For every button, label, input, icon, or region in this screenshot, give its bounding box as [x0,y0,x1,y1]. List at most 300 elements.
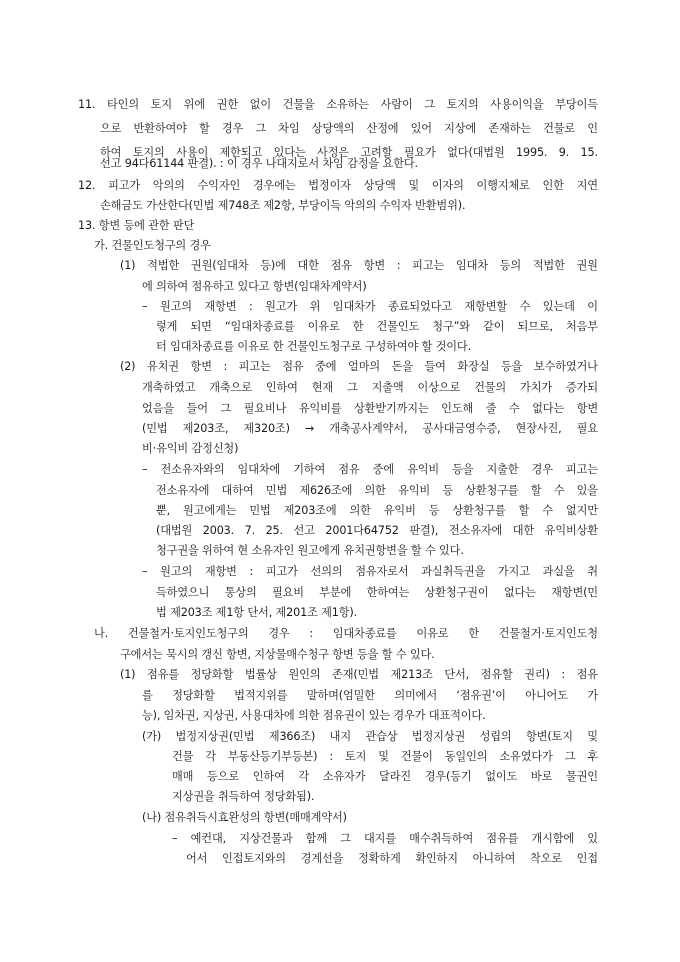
word: 있다는 [273,146,306,159]
word: 있을 [576,484,598,497]
word: 수 [542,504,553,517]
word: 제203조, [182,422,229,435]
word: 원고의 [160,565,193,578]
word: ‘점유권’이 [456,689,506,702]
word: 건물이 [400,750,433,763]
word: 유익비상환 [544,524,598,537]
word: 경우 [531,463,553,476]
word: 점유할 [480,668,513,681]
word: 사용이익을 [490,98,544,111]
word: 유익비 [407,463,440,476]
doc-line: (나) 점유취득시효완성의 항변(매매계약서) [142,811,347,824]
word: 지출액 [371,381,404,394]
word: 소유하는 [326,98,369,111]
word: 공사대금영수증, [422,422,501,435]
word: 과실을 [542,565,575,578]
doc-line [142,689,598,703]
word: 권리) [524,668,550,681]
word: 없다(대법원 [447,146,505,159]
doc-line: 터 임대차종료를 이유로 한 건물인도청구로 구성하여야 할 것이다. [156,340,471,353]
word: (민법 [142,422,168,435]
word: 건물 [172,750,194,763]
word: 건물철거·토지인도청구의 [127,627,249,640]
word: (가) [142,730,162,743]
word: 함께 [305,832,327,845]
word: 타인의 [107,98,139,111]
word: 개축하였고 [142,381,196,394]
word: 한하여는 [366,586,410,599]
word: 차임 [278,122,300,135]
doc-line [120,360,598,374]
word: 필요비나 [243,402,287,415]
word: 사정은 [316,146,349,159]
word: 대한 [512,524,535,537]
word: 없이 [249,98,271,111]
word: 되면 [190,320,212,333]
word: – [142,463,148,476]
word: (2) [120,360,136,373]
word: (대법원 [156,524,193,537]
word: 지연 [576,179,598,192]
doc-line [100,122,598,136]
word: 등 [442,484,453,497]
word: 말하며(엄밀한 [306,689,375,702]
word: 등으로 [207,770,239,783]
word: 그 [255,122,266,135]
doc-line: 능), 임차권, 지상권, 사용대차에 의한 점유권이 있는 경우가 대표적이다. [142,709,486,722]
word: 제한되고 [219,146,263,159]
word: 피고는 [412,259,445,272]
doc-line: 선고 94다61144 판결). : 이 경우 나대지로서 차임 감정을 요한다. [100,157,418,170]
word: 상환청구권이 [424,586,489,599]
word: 그 [220,402,232,415]
word: 돈을 [391,360,413,373]
word: 경우(등기 [424,770,472,783]
word: 확인하지 [415,852,458,865]
word: 임대차종료를 [332,627,397,640]
word: 의미에서 [394,689,437,702]
word: 25. [265,524,283,537]
word: 건물로 [543,122,576,135]
word: 기하여 [293,463,326,476]
word: 건물의 [474,381,507,394]
doc-line [156,484,598,498]
word: 피고는 [565,463,598,476]
word: 15. [580,146,598,159]
doc-line [142,730,598,744]
word: 점유 [338,463,360,476]
word: 각 [205,750,216,763]
word: 물권인 [565,770,598,783]
word: 원고의 [159,300,192,313]
word: 2001다64752 [325,524,399,537]
word: 개시함에 [531,832,575,845]
word: 유치권 [146,360,179,373]
word: 중에 [315,360,337,373]
word: : [223,360,228,373]
word: 고려할 [360,146,393,159]
word: 인하여 [252,770,285,783]
word: 나. [94,627,109,640]
word: 이 [587,300,598,313]
word: – [142,565,148,578]
word: 제213조 [390,668,433,681]
word: 점유를 [486,832,519,845]
word: 상환받기까지는 [354,402,429,415]
word: 개축공사계약서, [329,422,408,435]
word: 반환하여야 [133,122,187,135]
word: 점유 [330,259,352,272]
word: 11. [78,98,96,111]
word: 점유 [576,668,598,681]
word: 위 [309,300,321,313]
word: 항변 [190,360,212,373]
word: 의한 [364,484,386,497]
word: 그 [340,832,351,845]
word: “임대차종료를 [224,320,295,333]
doc-line: 청구권을 위하여 현 소유자인 원고에게 유치권항변을 할 수 있다. [156,544,464,557]
word: 전소유자와의 [160,463,225,476]
word: 아니하여 [472,852,516,865]
word: 가치가 [520,381,553,394]
word: 산정에 [366,122,399,135]
word: 법정지상권(민법 [175,730,255,743]
word: : [396,259,401,272]
doc-line [156,524,598,538]
doc-line: 지상권을 취득하여 정당화됨). [172,790,315,803]
word: 유익비 [383,504,416,517]
word: 얼마의 [348,360,381,373]
word: 건물을 [282,98,315,111]
word: 그 [564,750,576,763]
word: 수익자인 [197,179,241,192]
word: 등 [428,504,440,517]
doc-line: 13. 항변 등에 관한 판단 [78,219,195,232]
word: → [304,422,315,435]
doc-line [142,402,598,416]
word: : [248,300,253,313]
word: 후 [587,750,598,763]
word: 인 [587,122,598,135]
doc-line [142,565,598,579]
word: 임대차 [455,259,488,272]
word: 인접 [576,852,598,865]
word: 인접토지와의 [222,852,286,865]
word: 증가되 [565,381,598,394]
word: : [309,627,313,640]
doc-line [156,586,598,600]
word: 악의의 [152,179,185,192]
word: 경우에는 [252,179,296,192]
word: 보수하였거나 [533,360,598,373]
word: 렇게 [156,320,178,333]
word: 필요 [576,422,598,435]
word: 건물철거·토지인도청 [498,627,598,640]
word: 단서, [444,668,470,681]
word: 재항변(민 [551,586,598,599]
word: 화장실 [457,360,490,373]
word: 중에 [372,463,394,476]
doc-line: 구에서는 묵시의 갱신 항변, 지상물매수청구 항변 등을 할 수 있다. [120,648,435,661]
word: 부분에 [319,586,352,599]
word: 상당액 [363,179,396,192]
word: 동일인의 [444,750,488,763]
word: 그 [424,98,435,111]
word: 원고에게는 [183,504,237,517]
word: 제626조에 [299,484,353,497]
word: 인도해 [441,402,474,415]
word: 현재 [311,381,334,394]
word: 임대차가 [332,300,376,313]
word: 들어 [186,402,208,415]
word: 법정이자 [308,179,351,192]
word: 뿐, [156,504,171,517]
word: 선의의 [310,565,343,578]
doc-line [94,627,598,641]
word: 제203조에 [283,504,337,517]
word: : [329,750,333,763]
word: 12. [78,179,96,192]
doc-line: 손해금도 가산한다(민법 제748조 제2항, 부당이득 악의의 수익자 반환범위). [100,199,466,212]
word: 선고 [293,524,315,537]
word: 점유를 [147,668,179,681]
word: 1995. [516,146,548,159]
word: 예컨대, [190,832,227,845]
word: – [142,300,148,313]
word: 유익비를 [298,402,342,415]
word: 대지를 [364,832,396,845]
word: 건물인도 [376,320,420,333]
word: 이자의 [431,179,464,192]
word: 법적지위를 [234,689,288,702]
word: 지출한 [486,463,519,476]
word: 및 [408,179,420,192]
word: 법정지상권 [411,730,466,743]
word: 원인의 [288,668,321,681]
word: 경우 [268,627,290,640]
word: 청구”와 [432,320,470,333]
doc-line [156,320,598,334]
word: (1) [120,668,136,681]
word: 줄 [485,402,497,415]
word: 한 [352,320,364,333]
word: (1) [120,259,136,272]
word: 수 [508,402,520,415]
word: 착오로 [529,852,562,865]
word: 각 [298,770,310,783]
word: 소유였다가 [499,750,553,763]
word: 통상의 [224,586,257,599]
word: 이행지체로 [476,179,530,192]
doc-line: 법 제203조 제1항 단서, 제201조 제1항). [156,606,358,619]
word: 있는데 [542,300,575,313]
word: 재항변 [204,300,237,313]
doc-line [142,463,598,477]
doc-line [120,259,598,273]
doc-line: 에 의하여 점유하고 있다고 항변(임대차계약서) [142,280,367,293]
word: 한 [468,627,479,640]
word: 과실취득권을 [421,565,486,578]
word: 가지고 [497,565,530,578]
word: 원고가 [265,300,298,313]
word: 존재하는 [488,122,531,135]
word: 대한 [297,259,319,272]
word: 할 [518,504,530,517]
word: 사람이 [380,98,413,111]
word: 재항변할 [464,300,508,313]
word: 9. [558,146,570,159]
word: 관습상 [365,730,398,743]
doc-line [172,770,598,784]
word: 되므로, [517,320,553,333]
word: 를 [142,689,153,702]
word: 적법한 [532,259,565,272]
word: 이유로 [307,320,340,333]
word: 소유자가 [322,770,366,783]
word: 없다는 [503,586,536,599]
word: 어서 [186,852,208,865]
word: 점유 [282,360,304,373]
doc-line: 비·유익비 감정신청) [142,442,239,455]
doc-line: 가. 건물인도청구의 경우 [94,239,211,252]
word: 수 [553,484,565,497]
word: – [172,832,178,845]
word: 토지 [150,98,172,111]
word: 법률상 [244,668,277,681]
word: 들여 [424,360,446,373]
word: 사용이 [176,146,209,159]
doc-line [78,98,598,112]
word: 항변 [363,259,386,272]
word: 없다는 [532,402,565,415]
word: 아니어도 [525,689,568,702]
doc-line [186,852,598,866]
word: 및 [587,730,598,743]
word: 제366조) [268,730,316,743]
word: 있 [587,832,598,845]
word: 상환청구를 [465,484,519,497]
word: 바로 [530,770,553,783]
word: 하여 [100,146,122,159]
word: 민법 [249,504,271,517]
word: 권원(임대차 [190,259,249,272]
word: 같이 [483,320,505,333]
word: 지상에 [444,122,477,135]
word: : [561,668,566,681]
word: 었음을 [142,402,174,415]
word: 부당이득 [555,98,598,111]
word: 피고는 [238,360,271,373]
word: 인한 [542,179,564,192]
doc-line [172,750,598,764]
word: 재항변 [204,565,237,578]
word: 의한 [349,504,371,517]
word: 점유자로서 [355,565,409,578]
word: 현장사진, [515,422,562,435]
word: 등을 [500,360,523,373]
word: 있어 [410,122,432,135]
word: 정당화할 [190,668,234,681]
word: 항변(토지 [526,730,573,743]
word: 성립의 [479,730,512,743]
doc-line [142,422,598,436]
word: 처음부 [566,320,598,333]
word: 임대차에 [237,463,281,476]
word: 없지만 [565,504,598,517]
word: 경우 [221,122,244,135]
word: 민법 [265,484,288,497]
word: 항변 [576,402,598,415]
word: 등을 [452,463,474,476]
word: 없이도 [485,770,518,783]
word: 유익비 [398,484,431,497]
word: 존재(민법 [332,668,379,681]
word: 가 [587,689,598,702]
word: 필요비 [271,586,304,599]
word: 경계선을 [300,852,344,865]
word: 득하였으니 [156,586,210,599]
doc-line [78,179,598,193]
doc-line [120,668,598,682]
word: 이상으로 [417,381,461,394]
word: 매수취득하여 [409,832,474,845]
word: 인하여 [265,381,298,394]
word: 이유로 [416,627,449,640]
word: 권한 [216,98,238,111]
word: 매매 [172,770,194,783]
word: 달라진 [379,770,412,783]
word: 7. [244,524,255,537]
doc-line [156,504,598,518]
word: 취 [587,565,598,578]
word: 정당화할 [172,689,215,702]
word: 지상건물과 [239,832,293,845]
word: 피고가 [108,179,141,192]
word: 내지 [329,730,351,743]
word: 종료되었다고 [387,300,452,313]
word: 2003. [202,524,235,537]
word: 위에 [183,98,205,111]
word: 정확하게 [357,852,401,865]
word: 전소유자에 [156,484,210,497]
word: 적법한 [147,259,180,272]
word: 판결), [409,524,439,537]
word: 전소유자에 [448,524,503,537]
doc-line [172,832,598,846]
word: 으로 [100,122,122,135]
word: 권원 [576,259,598,272]
doc-line [142,300,598,314]
word: 등)에 [260,259,286,272]
word: 그 [347,381,358,394]
word: 상환청구를 [452,504,506,517]
word: 제320조) [243,422,290,435]
word: 할 [530,484,542,497]
word: 대하여 [221,484,254,497]
word: 및 [378,750,389,763]
word: 토지 [344,750,367,763]
word: 피고가 [265,565,298,578]
doc-line [142,381,598,395]
word: 토지의 [132,146,165,159]
word: : [249,565,254,578]
word: 개축으로 [209,381,252,394]
word: 등의 [499,259,521,272]
word: 상당액의 [311,122,355,135]
word: 할 [198,122,210,135]
word: 수 [519,300,531,313]
word: 토지의 [446,98,479,111]
